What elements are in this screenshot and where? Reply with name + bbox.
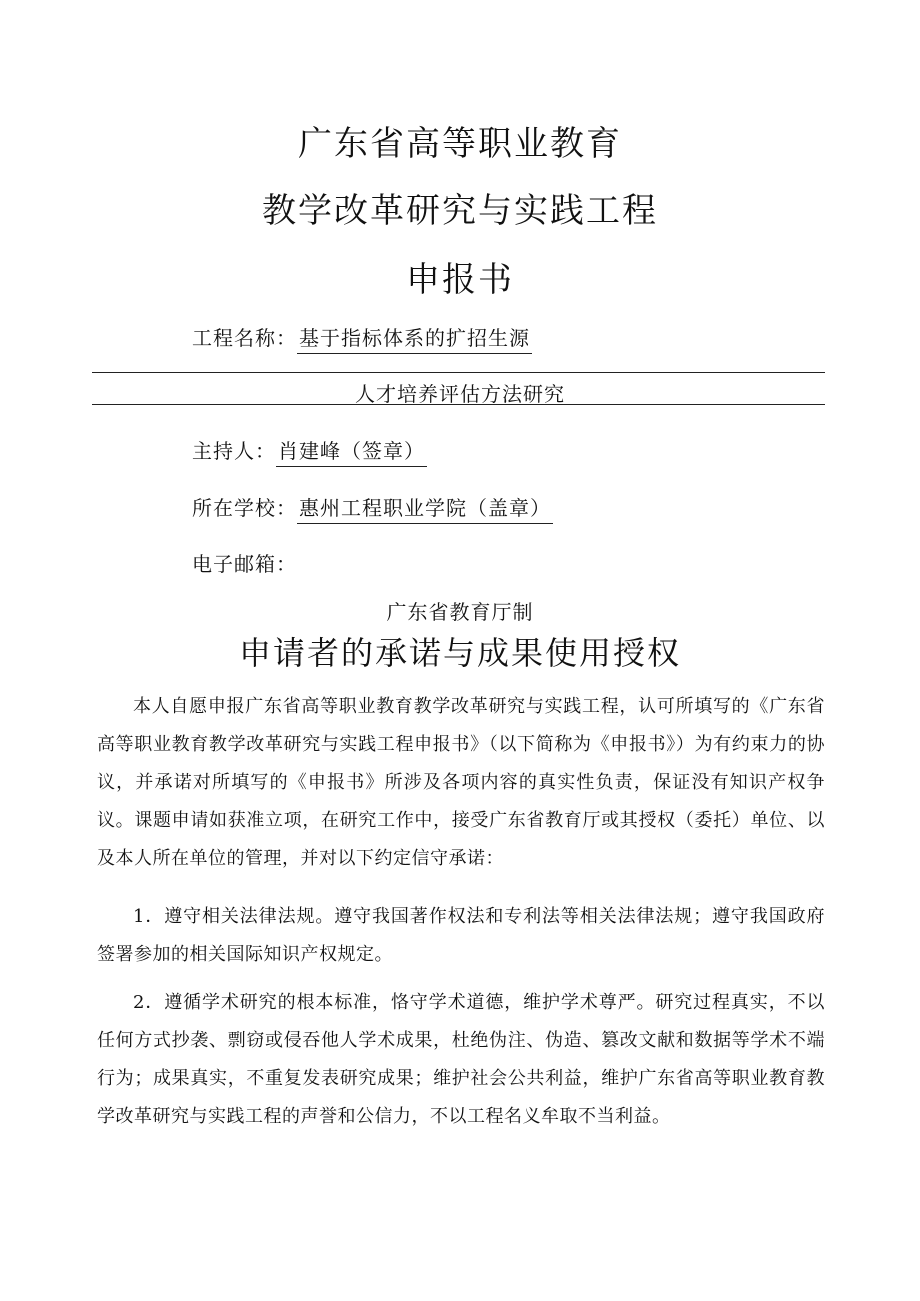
commitment-item-1: 1．遵守相关法律法规。遵守我国著作权法和专利法等相关法律法规；遵守我国政府签署参加的相关国际知识产权规定。 [97, 906, 825, 965]
commitment-item-2: 2．遵循学术研究的根本标准，恪守学术道德，维护学术尊严。研究过程真实，不以任何方式抄袭、剽窃或侵吞他人学术成果，杜绝伪注、伪造、篡改文献和数据等学术不端行为；成果真实，不重复发表研究成果；维护社会公共利益，维护广东省高等职业教育教学改革研究与实践工程的声誉和公信力，不以工程名义牟取不当利益。 [97, 992, 825, 1127]
cover-title-line2: 教学改革研究与实践工程 [262, 191, 658, 231]
host-value[interactable]: 肖建峰（签章） [276, 435, 427, 467]
project-name-value-continued[interactable]: 人才培养评估方法研究 [355, 382, 565, 406]
email-label: 电子邮箱： [192, 552, 297, 576]
project-name-underline-top [92, 372, 825, 373]
project-name-label: 工程名称： [192, 326, 297, 350]
issuer-text: 广东省教育厅制 [386, 600, 534, 624]
email-field [192, 548, 297, 577]
project-name-value[interactable]: 基于指标体系的扩招生源 [297, 322, 532, 354]
host-label: 主持人： [192, 439, 276, 463]
school-value[interactable]: 惠州工程职业学院（盖章） [297, 492, 553, 524]
commitment-paragraph: 本人自愿申报广东省高等职业教育教学改革研究与实践工程，认可所填写的《广东省高等职业教育教学改革研究与实践工程申报书》（以下简称为《申报书》）为有约束力的协议，并承诺对所填写的《申报书》所涉及各项内容的真实性负责，保证没有知识产权争议。课题申请如获准立项，在研究工作中，接受广东省教育厅或其授权（委托）单位、以及本人所在单位的管理，并对以下约定信守承诺： [97, 696, 825, 869]
host-field [192, 435, 427, 467]
school-field [192, 492, 553, 524]
cover-title-line1: 广东省高等职业教育 [298, 124, 622, 164]
cover-title-line3: 申报书 [406, 260, 514, 300]
commitment-heading: 申请者的承诺与成果使用授权 [238, 634, 681, 672]
school-label: 所在学校： [192, 496, 297, 520]
project-name-underline-bottom [92, 404, 825, 405]
project-name-field [192, 322, 532, 354]
